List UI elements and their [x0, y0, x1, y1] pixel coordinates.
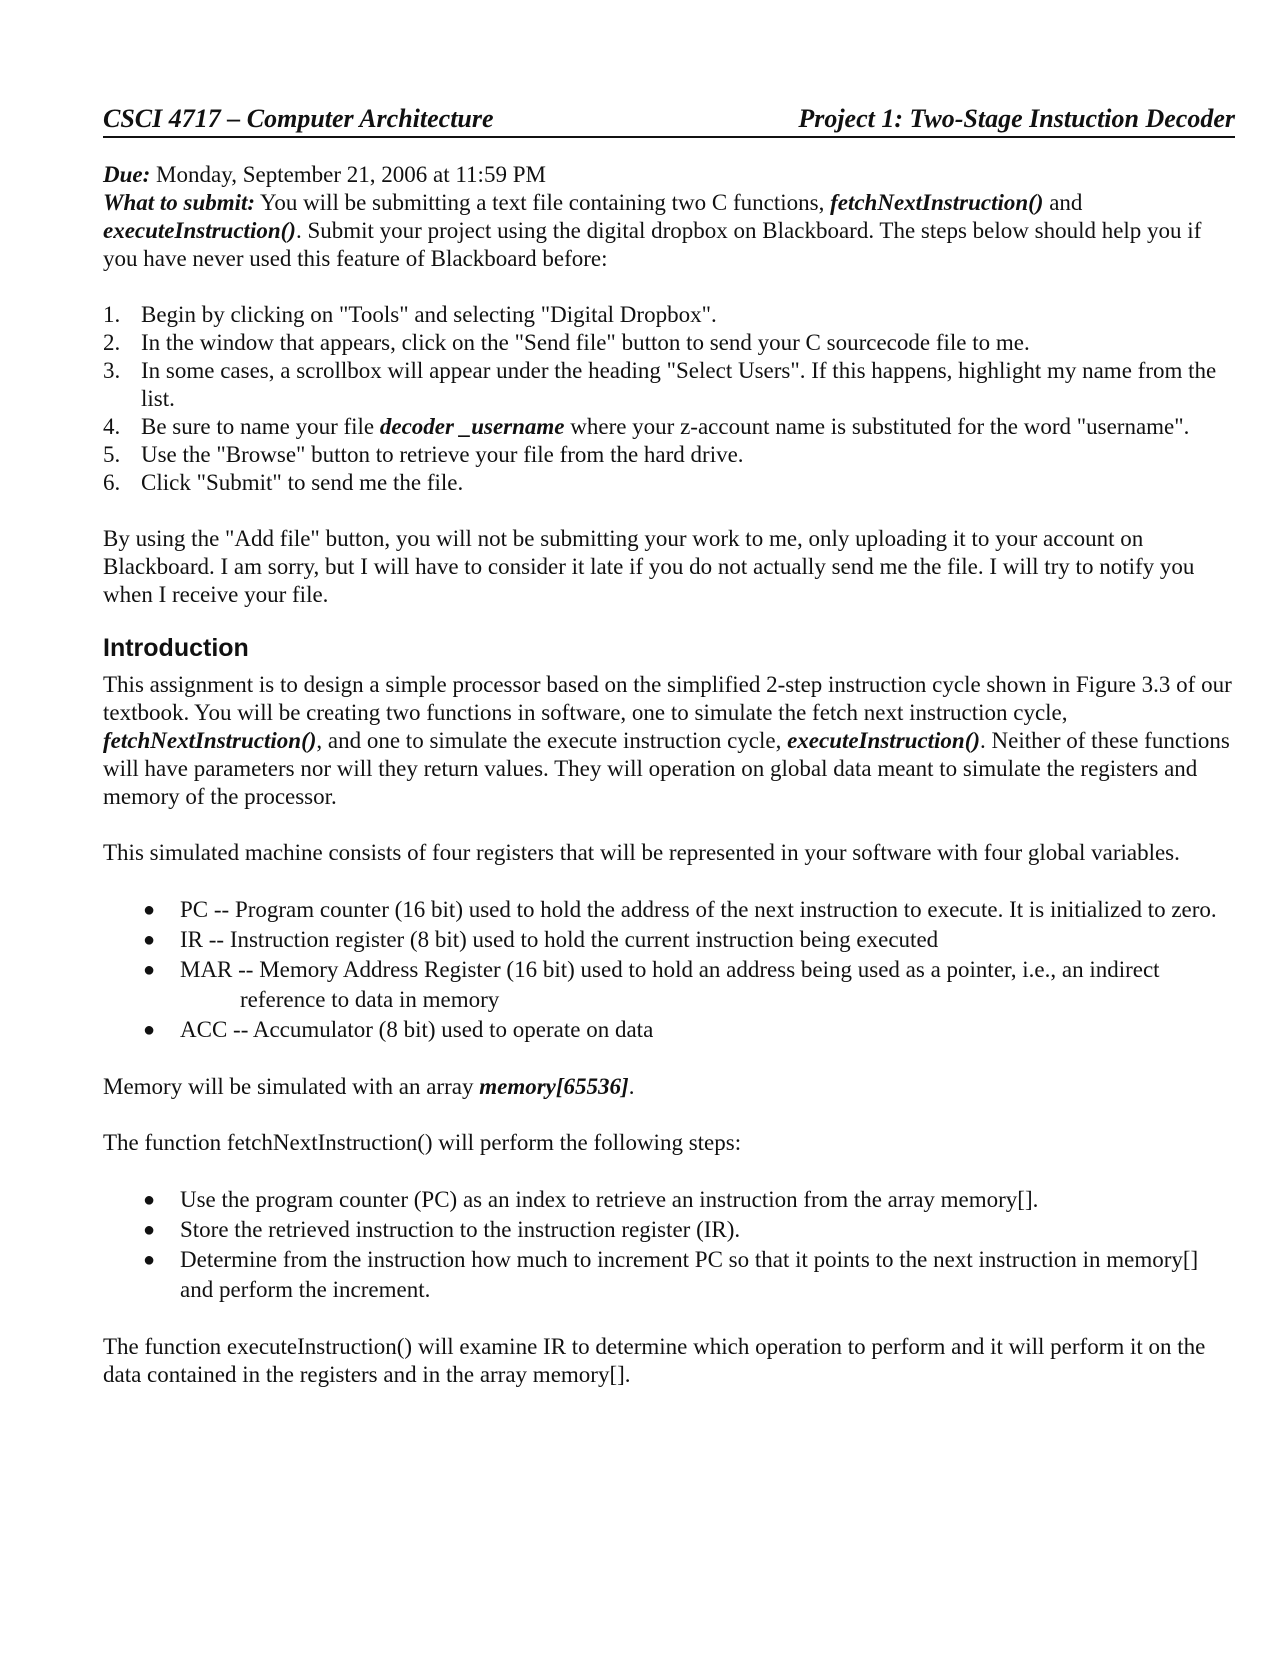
execute-paragraph: The function executeInstruction() will examine IR to determine which operation to perform and it will perform it on the data contained in the registers and in the array memory[]. [103, 1334, 1206, 1387]
bullet-icon: ● [143, 899, 156, 921]
intro-text-1: This assignment is to design a simple processor based on the simplified 2-step instruction cycle shown in Figure 3.3 of our textbook. You will be creating two functions in software, one to simulate the fetch next instruction cycle, [103, 672, 1232, 725]
register-item [143, 925, 1235, 955]
intro-text-2: , and one to simulate the execute instruction cycle, [316, 728, 788, 753]
fetch-step-item [143, 1215, 1235, 1245]
step-number: 4. [103, 414, 121, 439]
submit-label: What to submit: [103, 190, 256, 215]
due-label: Due: [103, 162, 151, 187]
introduction-heading: Introduction [103, 634, 249, 662]
intro-paragraph [103, 671, 1235, 811]
memory-text-post: . [628, 1074, 635, 1099]
memory-text-pre: Memory will be simulated with an array [103, 1074, 480, 1099]
step-text [141, 413, 1235, 441]
due-line [103, 161, 1235, 189]
document-page [103, 96, 1235, 1389]
register-text: IR -- Instruction register (8 bit) used to hold the current instruction being executed [180, 927, 939, 952]
fetch-step-text: Determine from the instruction how much to increment PC so that it points to the next instruction in memory[] and perform the increment. [180, 1247, 1199, 1302]
register-text: ACC -- Accumulator (8 bit) used to operate on data [180, 1017, 654, 1042]
registers-intro: This simulated machine consists of four registers that will be represented in your software with four global variables. [103, 840, 1180, 865]
filename-emphasis: decoder _username [379, 414, 565, 439]
fetch-intro: The function fetchNextInstruction() will perform the following steps: [103, 1130, 742, 1155]
step-text-pre: Be sure to name your file [141, 414, 380, 439]
step-number: 2. [103, 330, 121, 355]
step-item [103, 301, 1235, 329]
register-list [103, 895, 1235, 1045]
execute-fn-name: executeInstruction() [103, 218, 296, 243]
execute-fn-name: executeInstruction() [787, 728, 981, 753]
register-text: MAR -- Memory Address Register (16 bit) used to hold an address being used as a pointer, i.e., an indirect reference to data in memory [180, 957, 1160, 1012]
bullet-icon: ● [143, 929, 156, 951]
register-item [143, 955, 1235, 1015]
register-item [143, 1015, 1235, 1045]
step-number: 3. [103, 358, 121, 383]
step-text: In some cases, a scrollbox will appear under the heading "Select Users". If this happens, highlight my name from the list. [141, 358, 1217, 411]
step-number: 6. [103, 470, 121, 495]
memory-array-name: memory[65536] [479, 1074, 629, 1099]
bullet-icon: ● [143, 1249, 156, 1271]
step-item [103, 469, 1235, 497]
bullet-icon: ● [143, 1189, 156, 1211]
fetch-fn-name: fetchNextInstruction() [830, 190, 1044, 215]
step-text: Click "Submit" to send me the file. [141, 470, 464, 495]
step-item [103, 329, 1235, 357]
step-number: 5. [103, 442, 121, 467]
step-number: 1. [103, 302, 121, 327]
step-item [103, 413, 1235, 441]
fetch-step-text: Store the retrieved instruction to the instruction register (IR). [180, 1217, 741, 1242]
submit-text-2: and [1043, 190, 1083, 215]
step-text: Begin by clicking on "Tools" and selecting "Digital Dropbox". [141, 302, 717, 327]
fetch-step-item [143, 1245, 1235, 1305]
project-title: Project 1: Two-Stage Instuction Decoder [798, 104, 1235, 133]
submit-text-1: You will be submitting a text file containing two C functions, [255, 190, 831, 215]
submit-text-3: . Submit your project using the digital dropbox on Blackboard. The steps below should help you if you have never used this feature of Blackboard before: [103, 218, 1202, 271]
add-file-paragraph: By using the "Add file" button, you will not be submitting your work to me, only uploading it to your account on Blackboard. I am sorry, but I will have to consider it late if you do not actually send me the file. I will try to notify you when I receive your file. [103, 526, 1195, 607]
course-title: CSCI 4717 – Computer Architecture [103, 104, 494, 133]
register-text: PC -- Program counter (16 bit) used to hold the address of the next instruction to execute. It is initialized to zero. [180, 897, 1217, 922]
step-item [103, 441, 1235, 469]
bullet-icon: ● [143, 959, 156, 981]
memory-paragraph [103, 1073, 1235, 1101]
step-text-post: where your z-account name is substituted for the word "username". [564, 414, 1190, 439]
submit-paragraph [103, 189, 1235, 273]
fetch-step-item [143, 1185, 1235, 1215]
step-text: Use the "Browse" button to retrieve your file from the hard drive. [141, 442, 744, 467]
page-header [103, 96, 1235, 138]
due-text: Monday, September 21, 2006 at 11:59 PM [150, 162, 546, 187]
bullet-icon: ● [143, 1219, 156, 1241]
submission-steps [103, 301, 1235, 497]
register-item [143, 895, 1235, 925]
fetch-step-text: Use the program counter (PC) as an index to retrieve an instruction from the array memory[]. [180, 1187, 1039, 1212]
intro-text-3: . Neither of these functions will have parameters nor will they return values. They will operation on global data meant to simulate the registers and memory of the processor. [103, 728, 1230, 809]
step-item [103, 357, 1235, 413]
step-text: In the window that appears, click on the "Send file" button to send your C sourcecode file to me. [141, 330, 1030, 355]
fetch-fn-name: fetchNextInstruction() [103, 728, 317, 753]
bullet-icon: ● [143, 1019, 156, 1041]
fetch-steps-list [103, 1185, 1235, 1305]
